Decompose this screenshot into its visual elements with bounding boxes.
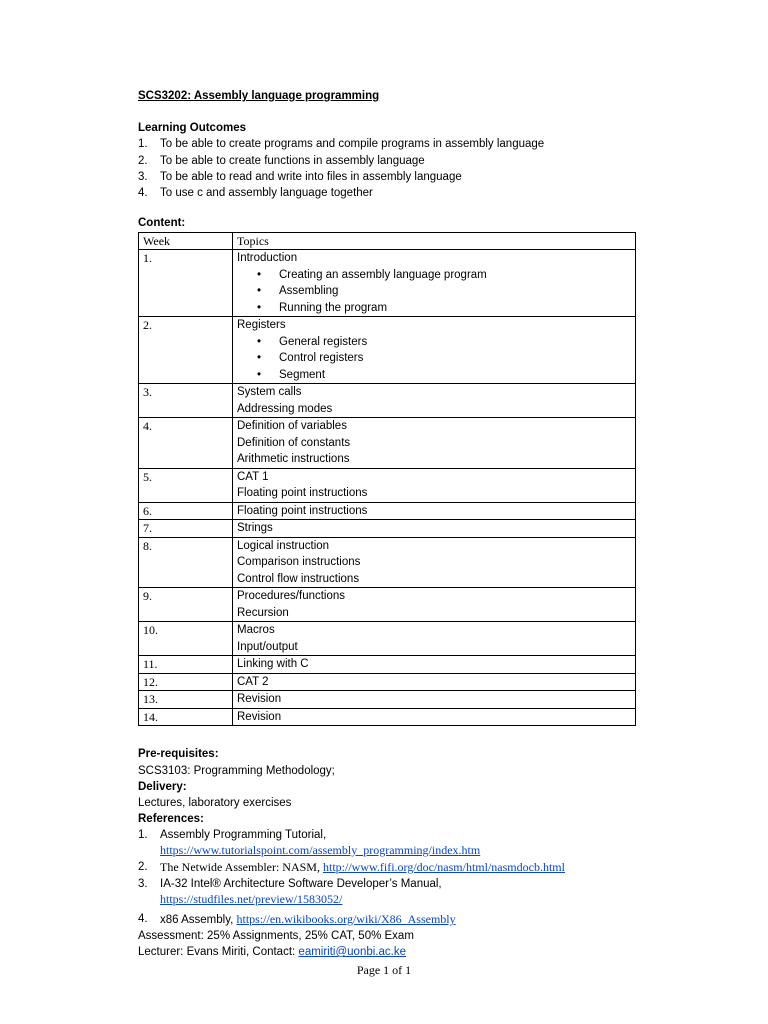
reference-number: 2. <box>138 860 148 873</box>
topic-text: Floating point instructions <box>237 504 368 517</box>
prerequisites-text: SCS3103: Programming Methodology; <box>138 764 335 777</box>
topic-text: CAT 2 <box>237 675 269 688</box>
reference-item-4 <box>138 912 638 928</box>
topic-text: Macros <box>237 624 275 637</box>
reference-link[interactable]: https://studfiles.net/preview/1583052/ <box>160 891 343 906</box>
outcome-text: To be able to create programs and compile programs in assembly language <box>160 138 545 151</box>
content-section <box>138 215 638 726</box>
topic-text: System calls <box>237 386 302 399</box>
table-row <box>139 708 636 726</box>
reference-text: Assembly Programming Tutorial, <box>160 828 327 841</box>
outcome-text: To use c and assembly language together <box>160 187 373 200</box>
topic-bullet-item: • Creating an assembly language program <box>237 267 631 284</box>
topics-cell <box>233 250 636 317</box>
course-outline-document <box>138 86 638 960</box>
topic-bullet-item: • Assembling <box>237 283 631 300</box>
topics-cell <box>233 537 636 588</box>
table-row <box>139 656 636 674</box>
delivery-heading: Delivery: <box>138 780 187 793</box>
reference-link[interactable]: http://www.fifi.org/doc/nasm/html/nasmdocb.html <box>322 859 565 874</box>
topics-cell <box>233 656 636 674</box>
table-row <box>139 588 636 622</box>
topic-text: Comparison instructions <box>237 556 361 569</box>
week-cell: 14. <box>139 708 233 726</box>
week-cell: 8. <box>139 537 233 588</box>
topics-cell <box>233 317 636 384</box>
week-cell: 9. <box>139 588 233 622</box>
column-header-week: Week <box>139 232 233 250</box>
table-row <box>139 622 636 656</box>
table-row <box>139 418 636 469</box>
week-cell: 10. <box>139 622 233 656</box>
week-cell: 7. <box>139 520 233 538</box>
outcome-number: 3. <box>138 170 148 183</box>
topics-cell <box>233 622 636 656</box>
reference-text: The Netwide Assembler: NASM, <box>160 859 323 874</box>
learning-outcomes-section <box>138 120 638 201</box>
lecturer-contact <box>138 944 638 960</box>
reference-number: 3. <box>138 877 148 890</box>
topic-text: Introduction <box>237 252 298 265</box>
week-cell: 11. <box>139 656 233 674</box>
topic-text: Arithmetic instructions <box>237 453 350 466</box>
topic-bullet-item: • General registers <box>237 334 631 351</box>
topic-text: Logical instruction <box>237 539 330 552</box>
topic-text: Addressing modes <box>237 402 333 415</box>
table-row <box>139 520 636 538</box>
topics-cell <box>233 708 636 726</box>
outcome-text: To be able to read and write into files in assembly language <box>160 170 462 183</box>
course-details-section <box>138 746 638 960</box>
table-row <box>139 468 636 502</box>
table-row <box>139 384 636 418</box>
topics-cell <box>233 673 636 691</box>
topic-text: Procedures/functions <box>237 590 346 603</box>
week-cell: 12. <box>139 673 233 691</box>
reference-text: IA-32 Intel® Architecture Software Developer’s Manual, <box>160 877 442 890</box>
week-cell: 2. <box>139 317 233 384</box>
reference-number: 4. <box>138 912 148 925</box>
topic-text: Definition of variables <box>237 420 347 433</box>
column-header-topics: Topics <box>233 232 636 250</box>
table-row <box>139 317 636 384</box>
week-cell: 1. <box>139 250 233 317</box>
topic-text: Revision <box>237 693 282 706</box>
week-cell: 3. <box>139 384 233 418</box>
prerequisites-heading: Pre-requisites: <box>138 748 219 761</box>
topics-cell <box>233 384 636 418</box>
reference-item-1 <box>138 828 638 859</box>
table-row <box>139 537 636 588</box>
topic-text: Recursion <box>237 606 289 619</box>
learning-outcome-item <box>138 136 638 152</box>
topics-cell <box>233 468 636 502</box>
lecturer-email-link[interactable]: eamiriti@uonbi.ac.ke <box>298 946 406 959</box>
outcome-number: 2. <box>138 154 148 167</box>
topic-text: CAT 1 <box>237 470 269 483</box>
lecturer-text: Lecturer: Evans Miriti, Contact: <box>138 946 299 959</box>
week-cell: 4. <box>139 418 233 469</box>
page-number-footer: Page 1 of 1 <box>356 963 412 977</box>
topic-text: Strings <box>237 522 273 535</box>
topic-text: Definition of constants <box>237 436 351 449</box>
learning-outcome-item <box>138 185 638 201</box>
learning-outcome-item <box>138 153 638 169</box>
table-row <box>139 691 636 709</box>
topics-cell <box>233 588 636 622</box>
topic-text: Control flow instructions <box>237 572 360 585</box>
reference-item-3 <box>138 877 638 908</box>
course-title: SCS3202: Assembly language programming <box>138 90 380 102</box>
assessment-text: Assessment: 25% Assignments, 25% CAT, 50% Exam <box>138 929 414 942</box>
topic-text: Linking with C <box>237 658 309 671</box>
topic-text: Floating point instructions <box>237 487 368 500</box>
learning-outcomes-list <box>138 136 638 201</box>
references-heading: References: <box>138 813 204 826</box>
table-row <box>139 502 636 520</box>
topic-text: Revision <box>237 710 282 723</box>
week-cell: 5. <box>139 468 233 502</box>
learning-outcome-item <box>138 169 638 185</box>
topic-bullet-item: • Control registers <box>237 350 631 367</box>
reference-link[interactable]: https://en.wikibooks.org/wiki/X86_Assembly <box>236 911 456 926</box>
topics-cell <box>233 502 636 520</box>
table-header-row <box>139 232 636 250</box>
topic-text: Input/output <box>237 640 298 653</box>
week-cell: 13. <box>139 691 233 709</box>
delivery-text: Lectures, laboratory exercises <box>138 797 292 810</box>
content-heading: Content: <box>138 217 186 230</box>
week-cell: 6. <box>139 502 233 520</box>
reference-link[interactable]: https://www.tutorialspoint.com/assembly_programming/index.htm <box>160 842 481 857</box>
outcome-number: 1. <box>138 138 148 151</box>
outcome-text: To be able to create functions in assembly language <box>160 154 425 167</box>
outcome-number: 4. <box>138 187 148 200</box>
topic-text: Registers <box>237 319 286 332</box>
topic-bullet-item: • Segment <box>237 367 631 384</box>
topic-bullet-item: • Running the program <box>237 300 631 317</box>
content-schedule-table <box>138 232 636 727</box>
topics-cell <box>233 520 636 538</box>
table-row <box>139 673 636 691</box>
topics-cell <box>233 418 636 469</box>
reference-text: x86 Assembly, <box>160 913 237 926</box>
reference-number: 1. <box>138 828 148 841</box>
topics-cell <box>233 691 636 709</box>
table-row <box>139 250 636 317</box>
reference-item-2 <box>138 860 638 876</box>
learning-outcomes-heading: Learning Outcomes <box>138 122 246 134</box>
